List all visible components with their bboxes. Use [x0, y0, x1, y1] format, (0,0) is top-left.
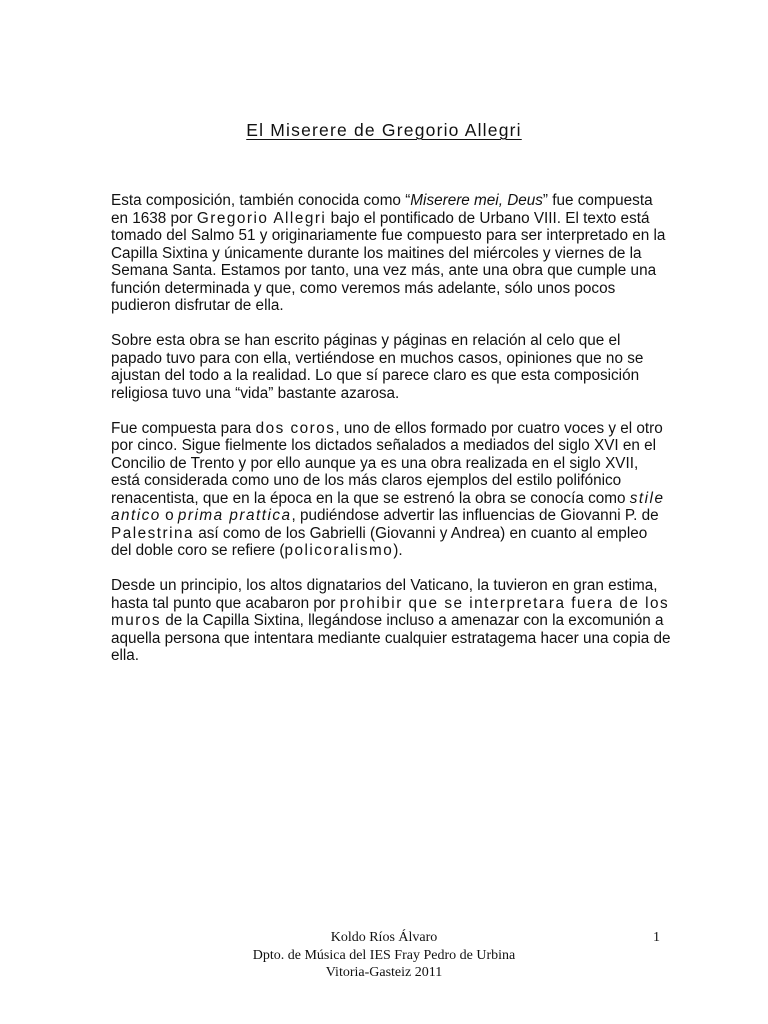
text-run: prohibir que se interpretara fuera de los muros [111, 594, 670, 629]
text-run: ). [393, 542, 403, 559]
document-body [111, 192, 671, 682]
paragraph-1 [111, 192, 671, 315]
text-run: stile antico [111, 489, 665, 524]
paragraph-4 [111, 577, 671, 665]
text-run: , pudiéndose advertir las influencias de Giovanni P. de [291, 507, 659, 524]
text-run: Gregorio Allegri [196, 209, 327, 227]
text-run: policoralismo [284, 542, 394, 559]
text-run: bajo el pontificado de Urbano VIII. El texto está tomado del Salmo 51 y originariamente fue compuesto para ser interpretado en la Capilla Sixtina y únicamente durante los maitines del miércoles y viernes de la Semana Santa. Estamos por tanto, una vez más, ante una obra que cumple una función determinada y que, como veremos más adelante, sólo unos pocos pudieron disfrutar de ella. [111, 209, 666, 314]
text-run: o [160, 507, 178, 524]
footer-place-year: Vitoria-Gasteiz 2011 [325, 965, 443, 980]
footer-department: Dpto. de Música del IES Fray Pedro de Urbina [252, 947, 516, 963]
text-run: prima prattica [177, 507, 292, 524]
page-title: El Miserere de Gregorio Allegri [246, 120, 522, 140]
footer-author: Koldo Ríos Álvaro [330, 930, 438, 945]
text-run: Palestrina [111, 524, 195, 542]
text-run: Desde un principio, los altos dignatarios del Vaticano, la tuvieron en gran estima, hasta tal punto que acabaron por [111, 577, 658, 612]
paragraph-2 [111, 332, 671, 402]
text-run: de la Capilla Sixtina, llegándose incluso a amenazar con la excomunión a aquella persona que intentara mediante cualquier estratagema hacer una copia de ella. [111, 612, 671, 664]
paragraph-3 [111, 420, 671, 560]
text-run: así como de los Gabrielli (Giovanni y Andrea) en cuanto al empleo del doble coro se refiere ( [111, 524, 648, 559]
text-run: dos coros [255, 419, 336, 437]
text-run: Esta composición, también conocida como “ [111, 192, 411, 209]
text-run: Sobre esta obra se han escrito páginas y páginas en relación al celo que el papado tuvo para con ella, vertiéndose en muchos casos, opiniones que no se ajustan del todo a la realidad. Lo que sí parece claro es que esta composición religiosa tuvo una “vida” bastante azarosa. [111, 332, 644, 402]
text-run: , uno de ellos formado por cuatro voces y el otro por cinco. Sigue fielmente los dictados señalados a mediados del siglo XVI en el Concilio de Trento y por ello aunque ya es una obra realizada en el siglo XVII, está considerada como uno de los más claros ejemplos del estilo polifónico renacentista, que en la época en la que se estrenó la obra se conocía como [111, 419, 663, 507]
page-number: 1 [653, 930, 660, 945]
text-run: Miserere mei, Deus [410, 192, 543, 209]
text-run: Fue compuesta para [111, 419, 256, 437]
text-run: ” fue compuesta en 1638 por [111, 192, 653, 227]
